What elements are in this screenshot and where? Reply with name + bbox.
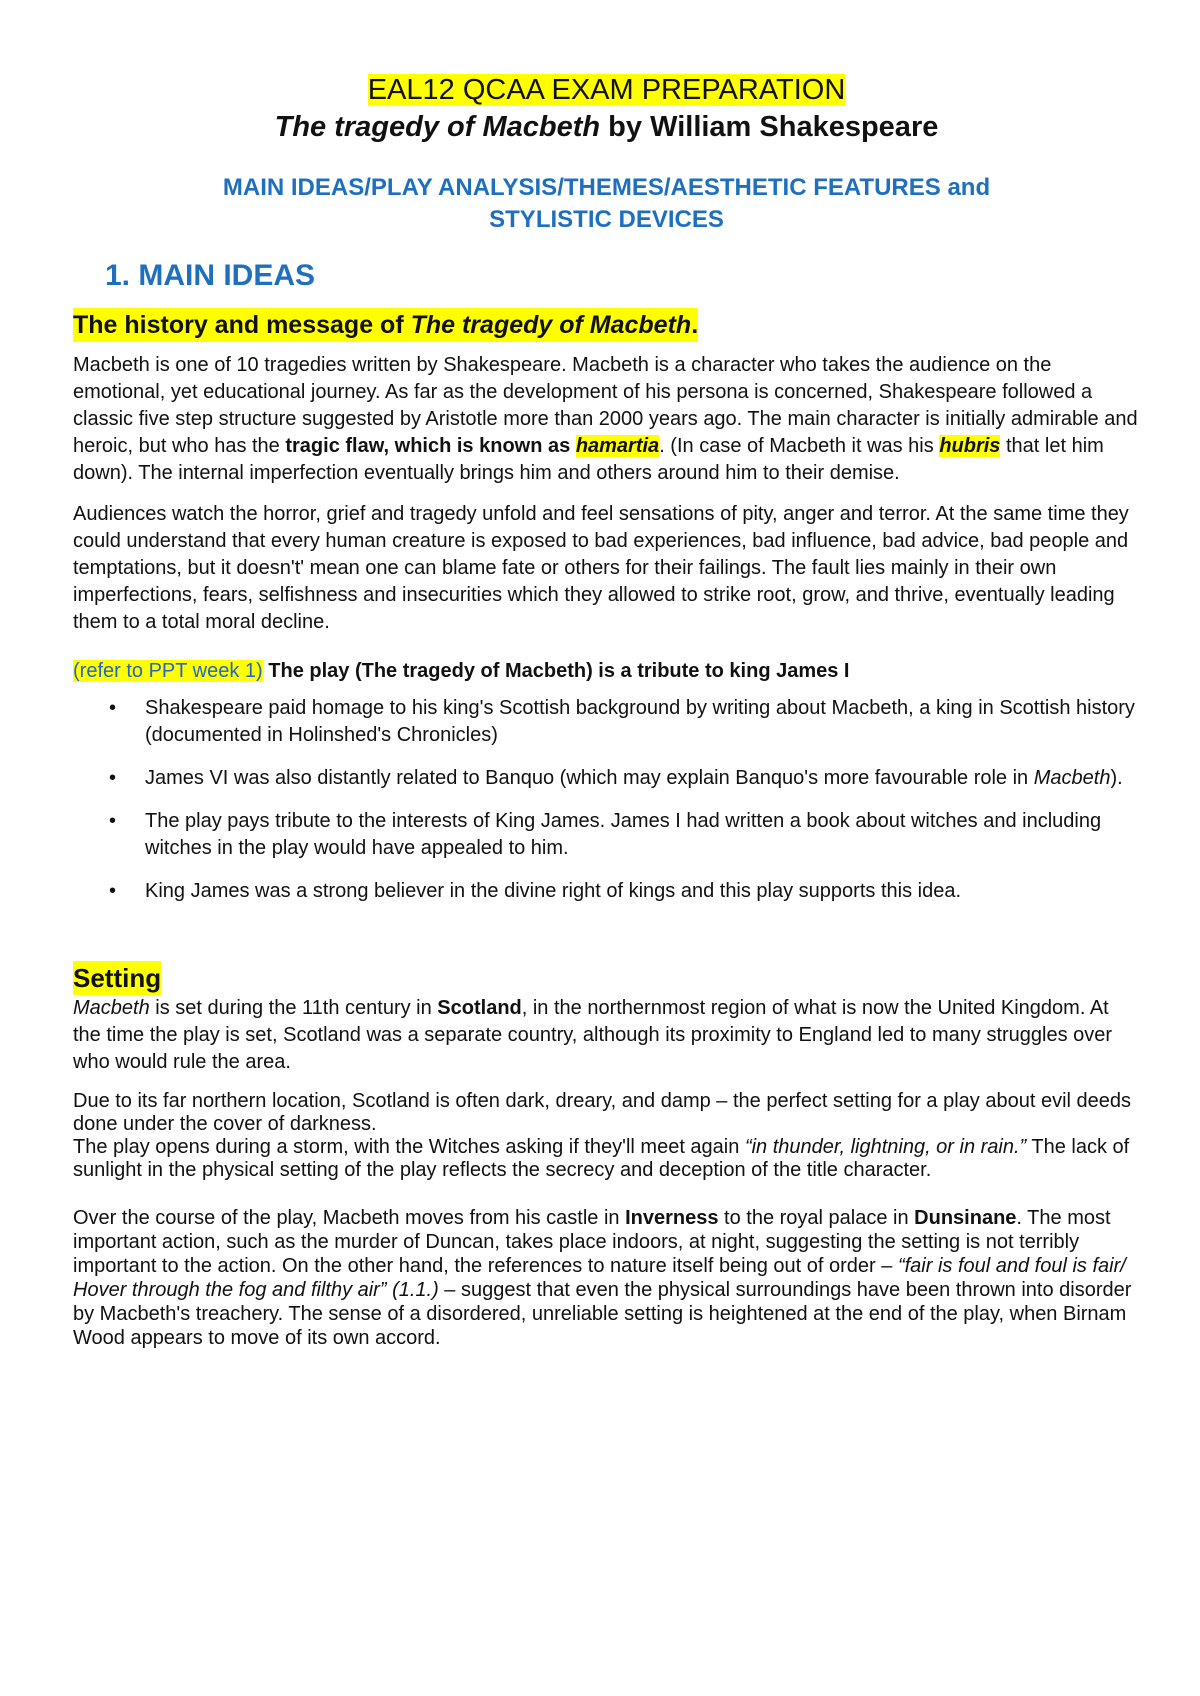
bullet-text-3: The play pays tribute to the interests of King James. James I had written a book about witches and including witches in the play would have appealed to him.	[145, 810, 1102, 859]
bullet-icon: •	[109, 810, 117, 832]
setting-p4-a: Over the course of the play, Macbeth moves from his castle in	[73, 1207, 626, 1229]
setting-paragraph-1	[73, 995, 1140, 1076]
setting-p4-b: to the royal palace in	[718, 1207, 915, 1229]
setting-scotland-bold: Scotland	[437, 997, 522, 1019]
tribute-bullet-list	[73, 695, 1140, 905]
bullet-icon: •	[109, 880, 117, 902]
ref-ppt-label: (refer to PPT week 1)	[73, 660, 263, 682]
section-heading	[73, 172, 1140, 236]
paragraph-audiences: Audiences watch the horror, grief and tragedy unfold and feel sensations of pity, anger and terror. At the same time they could understand that every human creature is exposed to bad experiences, bad influence, bad advice, bad people and temptations, but it doesn't' mean one can blame fate or others for their failings. The fault lies mainly in their own imperfections, fears, selfishness and insecurities which they allowed to strike root, grow, and thrive, eventually leading them to a total moral decline.	[73, 503, 1129, 633]
setting-p3-quote: “in thunder, lightning, or in rain.”	[744, 1136, 1027, 1158]
document-title-text: EAL12 QCAA EXAM PREPARATION	[367, 74, 846, 106]
tribute-heading	[73, 658, 1140, 685]
setting-heading-wrap	[73, 921, 1140, 995]
setting-paragraph-2	[73, 1090, 1140, 1182]
list-item	[73, 695, 1140, 749]
document-title	[73, 72, 1140, 108]
document-subtitle	[73, 108, 1140, 146]
history-subheading-pre: The history and message of	[73, 311, 411, 339]
hamartia-highlight: hamartia	[575, 435, 660, 457]
setting-heading: Setting	[73, 963, 162, 993]
setting-p3-b: The lack of sunlight in the physical setting of the play reflects the secrecy and deception of the title character.	[73, 1136, 1130, 1181]
bullet-text-2-italic: Macbeth	[1033, 767, 1111, 789]
document-page	[73, 72, 1140, 1350]
bullet-icon: •	[109, 697, 117, 719]
p1-text-c: that let him down). The internal imperfection eventually brings him and others around him to their demise.	[73, 435, 1104, 484]
list-item	[73, 878, 1140, 905]
dunsinane-bold: Dunsinane	[914, 1207, 1017, 1229]
setting-p4-quote: “fair is foul and foul is fair/ Hover through the fog and filthy air” (1.1.)	[73, 1255, 1126, 1301]
setting-p2-text: Due to its far northern location, Scotland is often dark, dreary, and damp – the perfect setting for a play about evil deeds done under the cover of darkness.	[73, 1090, 1132, 1135]
list-item	[73, 808, 1140, 862]
setting-p3-a: The play opens during a storm, with the Witches asking if they'll meet again	[73, 1136, 745, 1158]
bullet-text-2b: ).	[1110, 767, 1123, 789]
history-subheading-post: .	[691, 311, 699, 339]
p1-text-b: . (In case of Macbeth it was his	[659, 435, 940, 457]
section-heading-line1: MAIN IDEAS/PLAY ANALYSIS/THEMES/AESTHETIC FEATURES and	[222, 174, 991, 201]
setting-p1-a: is set during the 11th century in	[149, 997, 438, 1019]
paragraph-tragedy-intro	[73, 352, 1140, 487]
p1-text-a: Macbeth is one of 10 tragedies written by Shakespeare. Macbeth is a character who takes the audience on the emotional, yet educational journey. As far as the development of his persona is concerned, Shakespeare followed a classic five step structure suggested by Aristotle more than 2000 years ago. The main character is initially admirable and heroic, but who has the	[73, 354, 1138, 457]
setting-p4-d: – suggest that even the physical surroundings have been thrown into disorder by Macbeth's treachery. The sense of a disordered, unreliable setting is heightened at the end of the play, when Birnam Wood appears to move of its own accord.	[73, 1279, 1132, 1349]
bullet-icon: •	[109, 767, 117, 789]
subtitle-play-name: The tragedy of Macbeth	[274, 111, 601, 143]
main-ideas-heading: 1. MAIN IDEAS	[105, 259, 316, 292]
bullet-text-2a: James VI was also distantly related to Banquo (which may explain Banquo's more favourable role in	[145, 767, 1034, 789]
history-subheading-wrap	[73, 296, 1140, 342]
hubris-highlight: hubris	[939, 435, 1001, 457]
setting-p1-italic: Macbeth	[73, 997, 150, 1019]
setting-p4-c: . The most important action, such as the murder of Duncan, takes place indoors, at night, suggesting the setting is not terribly important to the action. On the other hand, the references to nature itself being out of order –	[73, 1207, 1111, 1277]
tribute-heading-text: The play (The tragedy of Macbeth) is a tribute to king James I	[262, 660, 850, 682]
list-item	[73, 765, 1140, 792]
title-block	[73, 72, 1140, 236]
bullet-text-1: Shakespeare paid homage to his king's Scottish background by writing about Macbeth, a king in Scottish history (documented in Holinshed's Chronicles)	[145, 697, 1135, 746]
setting-p1-b: , in the northernmost region of what is now the United Kingdom. At the time the play is set, Scotland was a separate country, although its proximity to England led to many struggles over who would rule the area.	[73, 997, 1113, 1073]
section-heading-line2: STYLISTIC DEVICES	[489, 206, 724, 233]
p1-bold-tragic-flaw: tragic flaw, which is known as	[285, 435, 576, 457]
inverness-bold: Inverness	[625, 1207, 719, 1229]
setting-paragraph-4	[73, 1206, 1140, 1350]
bullet-text-4: King James was a strong believer in the divine right of kings and this play supports this idea.	[145, 880, 961, 902]
history-subheading-italic: The tragedy of Macbeth	[410, 311, 692, 339]
subtitle-author: by William Shakespeare	[600, 111, 939, 143]
history-subheading	[73, 308, 698, 342]
